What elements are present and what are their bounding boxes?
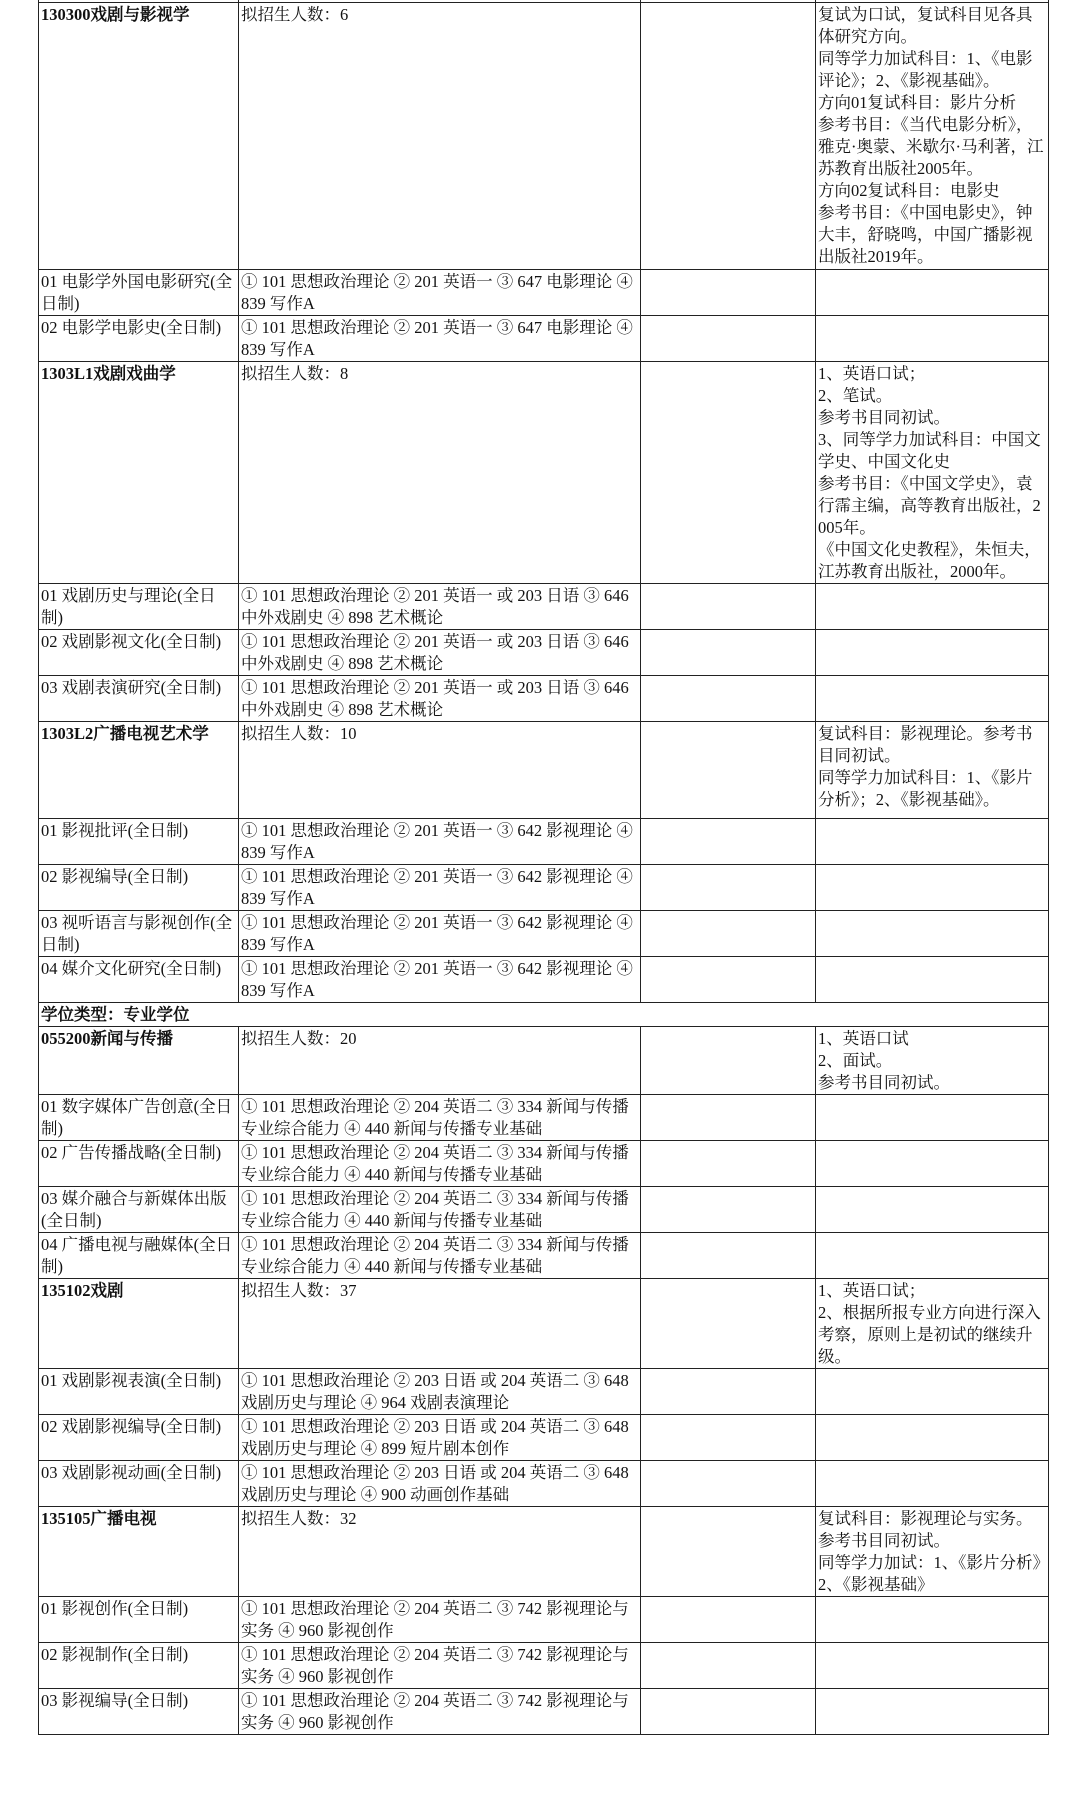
major-row: [39, 722, 1049, 819]
direction-name: 02 广告传播战略(全日制): [39, 1141, 239, 1187]
exam-subjects: ① 101 思想政治理论 ② 201 英语一 或 203 日语 ③ 646 中外戏剧史 ④ 898 艺术概论: [239, 630, 641, 676]
direction-row: [39, 819, 1049, 865]
remarks-cell: [641, 1643, 816, 1689]
direction-row: [39, 1095, 1049, 1141]
retest-notes: [816, 957, 1049, 1003]
remarks-cell: [641, 1507, 816, 1597]
exam-subjects: ① 101 思想政治理论 ② 204 英语二 ③ 334 新闻与传播专业综合能力 ④ 440 新闻与传播专业基础: [239, 1187, 641, 1233]
retest-notes: [816, 676, 1049, 722]
enrollment-plan: 拟招生人数：32: [239, 1507, 641, 1597]
remarks-cell: [641, 1095, 816, 1141]
note-line: 1、英语口试；: [818, 1281, 926, 1300]
major-name: 130300戏剧与影视学: [39, 3, 239, 270]
remarks-cell: [641, 911, 816, 957]
note-line: 1、英语口试；: [818, 364, 926, 383]
direction-name: 01 影视创作(全日制): [39, 1597, 239, 1643]
note-line: 参考书目：《中国文学史》，袁行霈主编，高等教育出版社，2005年。: [818, 474, 1041, 537]
section-heading-row: [39, 1003, 1049, 1027]
direction-row: [39, 270, 1049, 316]
direction-name: 02 戏剧影视文化(全日制): [39, 630, 239, 676]
direction-name: 01 电影学外国电影研究(全日制): [39, 270, 239, 316]
retest-notes: [816, 1027, 1049, 1095]
direction-name: 03 影视编导(全日制): [39, 1689, 239, 1735]
remarks-cell: [641, 630, 816, 676]
remarks-cell: [641, 1027, 816, 1095]
section-heading: 学位类型：专业学位: [39, 1003, 1049, 1027]
direction-row: [39, 1643, 1049, 1689]
retest-notes: [816, 1279, 1049, 1369]
major-name: 1303L2广播电视艺术学: [39, 722, 239, 819]
enrollment-plan: 拟招生人数：37: [239, 1279, 641, 1369]
major-row: [39, 3, 1049, 270]
retest-notes: [816, 1689, 1049, 1735]
major-row: [39, 1279, 1049, 1369]
remarks-cell: [641, 957, 816, 1003]
exam-subjects: ① 101 思想政治理论 ② 204 英语二 ③ 334 新闻与传播专业综合能力 ④ 440 新闻与传播专业基础: [239, 1095, 641, 1141]
exam-subjects: ① 101 思想政治理论 ② 204 英语二 ③ 742 影视理论与实务 ④ 960 影视创作: [239, 1689, 641, 1735]
remarks-cell: [641, 270, 816, 316]
retest-notes: [816, 270, 1049, 316]
retest-notes: [816, 1461, 1049, 1507]
direction-name: 04 广播电视与融媒体(全日制): [39, 1233, 239, 1279]
direction-row: [39, 676, 1049, 722]
remarks-cell: [641, 1141, 816, 1187]
direction-name: 03 戏剧表演研究(全日制): [39, 676, 239, 722]
exam-subjects: ① 101 思想政治理论 ② 201 英语一 ③ 642 影视理论 ④ 839 写作A: [239, 865, 641, 911]
remarks-cell: [641, 819, 816, 865]
retest-notes: [816, 1415, 1049, 1461]
note-line: 参考书目同初试。: [818, 1073, 950, 1092]
direction-name: 03 戏剧影视动画(全日制): [39, 1461, 239, 1507]
retest-notes: [816, 1643, 1049, 1689]
retest-notes: [816, 584, 1049, 630]
major-row: [39, 362, 1049, 584]
direction-row: [39, 1369, 1049, 1415]
note-line: 参考书目：《中国电影史》，钟大丰，舒晓鸣，中国广播影视出版社2019年。: [818, 203, 1033, 266]
major-row: [39, 1027, 1049, 1095]
retest-notes: [816, 722, 1049, 819]
direction-name: 03 视听语言与影视创作(全日制): [39, 911, 239, 957]
remarks-cell: [641, 1233, 816, 1279]
exam-subjects: ① 101 思想政治理论 ② 204 英语二 ③ 334 新闻与传播专业综合能力 ④ 440 新闻与传播专业基础: [239, 1141, 641, 1187]
direction-row: [39, 957, 1049, 1003]
retest-notes: [816, 362, 1049, 584]
direction-name: 04 媒介文化研究(全日制): [39, 957, 239, 1003]
remarks-cell: [641, 1415, 816, 1461]
direction-name: 01 戏剧影视表演(全日制): [39, 1369, 239, 1415]
direction-name: 02 影视制作(全日制): [39, 1643, 239, 1689]
retest-notes: [816, 3, 1049, 270]
direction-row: [39, 1233, 1049, 1279]
note-line: 方向01复试科目：影片分析: [818, 93, 1016, 112]
note-line: 1、英语口试: [818, 1029, 909, 1048]
retest-notes: [816, 819, 1049, 865]
direction-name: 01 影视批评(全日制): [39, 819, 239, 865]
remarks-cell: [641, 1187, 816, 1233]
retest-notes: [816, 316, 1049, 362]
note-line: 复试科目：影视理论。参考书目同初试。: [818, 724, 1033, 765]
enrollment-plan: 拟招生人数：8: [239, 362, 641, 584]
remarks-cell: [641, 1279, 816, 1369]
direction-row: [39, 1187, 1049, 1233]
direction-row: [39, 1461, 1049, 1507]
direction-row: [39, 630, 1049, 676]
direction-name: 03 媒介融合与新媒体出版(全日制): [39, 1187, 239, 1233]
exam-subjects: ① 101 思想政治理论 ② 203 日语 或 204 英语二 ③ 648 戏剧历史与理论 ④ 899 短片剧本创作: [239, 1415, 641, 1461]
remarks-cell: [641, 1369, 816, 1415]
note-line: 复试为口试，复试科目见各具体研究方向。: [818, 5, 1033, 46]
retest-notes: [816, 911, 1049, 957]
direction-row: [39, 911, 1049, 957]
exam-subjects: ① 101 思想政治理论 ② 204 英语二 ③ 334 新闻与传播专业综合能力 ④ 440 新闻与传播专业基础: [239, 1233, 641, 1279]
note-line: 同等学力加试科目：1、《影片分析》；2、《影视基础》。: [818, 768, 1033, 809]
direction-row: [39, 584, 1049, 630]
remarks-cell: [641, 3, 816, 270]
catalog-table: [38, 0, 1049, 1735]
note-line: 方向02复试科目：电影史: [818, 181, 1000, 200]
note-line: 参考书目：《当代电影分析》，雅克·奥蒙、米歇尔·马利著，江苏教育出版社2005年。: [818, 115, 1044, 178]
direction-row: [39, 1689, 1049, 1735]
note-line: 3、同等学力加试科目：中国文学史、中国文化史: [818, 430, 1041, 471]
catalog-page: [38, 0, 1048, 1735]
exam-subjects: ① 101 思想政治理论 ② 201 英语一 ③ 647 电影理论 ④ 839 写作A: [239, 316, 641, 362]
retest-notes: [816, 1369, 1049, 1415]
retest-notes: [816, 1597, 1049, 1643]
enrollment-plan: 拟招生人数：6: [239, 3, 641, 270]
remarks-cell: [641, 362, 816, 584]
direction-row: [39, 865, 1049, 911]
note-line: 《中国文化史教程》，朱恒夫，江苏教育出版社，2000年。: [818, 540, 1041, 581]
retest-notes: [816, 1233, 1049, 1279]
note-line: 同等学力加试科目：1、《电影评论》；2、《影视基础》。: [818, 49, 1033, 90]
direction-row: [39, 316, 1049, 362]
exam-subjects: ① 101 思想政治理论 ② 203 日语 或 204 英语二 ③ 648 戏剧历史与理论 ④ 964 戏剧表演理论: [239, 1369, 641, 1415]
direction-row: [39, 1415, 1049, 1461]
remarks-cell: [641, 676, 816, 722]
remarks-cell: [641, 722, 816, 819]
note-line: 2、面试。: [818, 1051, 893, 1070]
exam-subjects: ① 101 思想政治理论 ② 201 英语一 ③ 642 影视理论 ④ 839 写作A: [239, 819, 641, 865]
retest-notes: [816, 1507, 1049, 1597]
retest-notes: [816, 1187, 1049, 1233]
direction-name: 01 数字媒体广告创意(全日制): [39, 1095, 239, 1141]
exam-subjects: ① 101 思想政治理论 ② 203 日语 或 204 英语二 ③ 648 戏剧历史与理论 ④ 900 动画创作基础: [239, 1461, 641, 1507]
note-line: 2、笔试。: [818, 386, 893, 405]
enrollment-plan: 拟招生人数：10: [239, 722, 641, 819]
remarks-cell: [641, 865, 816, 911]
note-line: 同等学力加试：1、《影片分析》2、《影视基础》: [818, 1553, 1041, 1594]
remarks-cell: [641, 1597, 816, 1643]
retest-notes: [816, 1095, 1049, 1141]
note-line: 复试科目：影视理论与实务。参考书目同初试。: [818, 1509, 1033, 1550]
direction-name: 02 戏剧影视编导(全日制): [39, 1415, 239, 1461]
enrollment-plan: 拟招生人数：20: [239, 1027, 641, 1095]
remarks-cell: [641, 1689, 816, 1735]
remarks-cell: [641, 584, 816, 630]
remarks-cell: [641, 1461, 816, 1507]
exam-subjects: ① 101 思想政治理论 ② 201 英语一 ③ 642 影视理论 ④ 839 写作A: [239, 911, 641, 957]
exam-subjects: ① 101 思想政治理论 ② 201 英语一 或 203 日语 ③ 646 中外戏剧史 ④ 898 艺术概论: [239, 676, 641, 722]
retest-notes: [816, 1141, 1049, 1187]
retest-notes: [816, 630, 1049, 676]
exam-subjects: ① 101 思想政治理论 ② 201 英语一 ③ 647 电影理论 ④ 839 写作A: [239, 270, 641, 316]
exam-subjects: ① 101 思想政治理论 ② 204 英语二 ③ 742 影视理论与实务 ④ 960 影视创作: [239, 1597, 641, 1643]
exam-subjects: ① 101 思想政治理论 ② 201 英语一 ③ 642 影视理论 ④ 839 写作A: [239, 957, 641, 1003]
major-name: 1303L1戏剧戏曲学: [39, 362, 239, 584]
direction-row: [39, 1597, 1049, 1643]
direction-name: 02 影视编导(全日制): [39, 865, 239, 911]
major-name: 135105广播电视: [39, 1507, 239, 1597]
note-line: 2、根据所报专业方向进行深入考察，原则上是初试的继续升级。: [818, 1303, 1041, 1366]
exam-subjects: ① 101 思想政治理论 ② 204 英语二 ③ 742 影视理论与实务 ④ 960 影视创作: [239, 1643, 641, 1689]
major-row: [39, 1507, 1049, 1597]
retest-notes: [816, 865, 1049, 911]
direction-name: 02 电影学电影史(全日制): [39, 316, 239, 362]
direction-name: 01 戏剧历史与理论(全日制): [39, 584, 239, 630]
direction-row: [39, 1141, 1049, 1187]
exam-subjects: ① 101 思想政治理论 ② 201 英语一 或 203 日语 ③ 646 中外戏剧史 ④ 898 艺术概论: [239, 584, 641, 630]
remarks-cell: [641, 316, 816, 362]
major-name: 135102戏剧: [39, 1279, 239, 1369]
major-name: 055200新闻与传播: [39, 1027, 239, 1095]
note-line: 参考书目同初试。: [818, 408, 950, 427]
